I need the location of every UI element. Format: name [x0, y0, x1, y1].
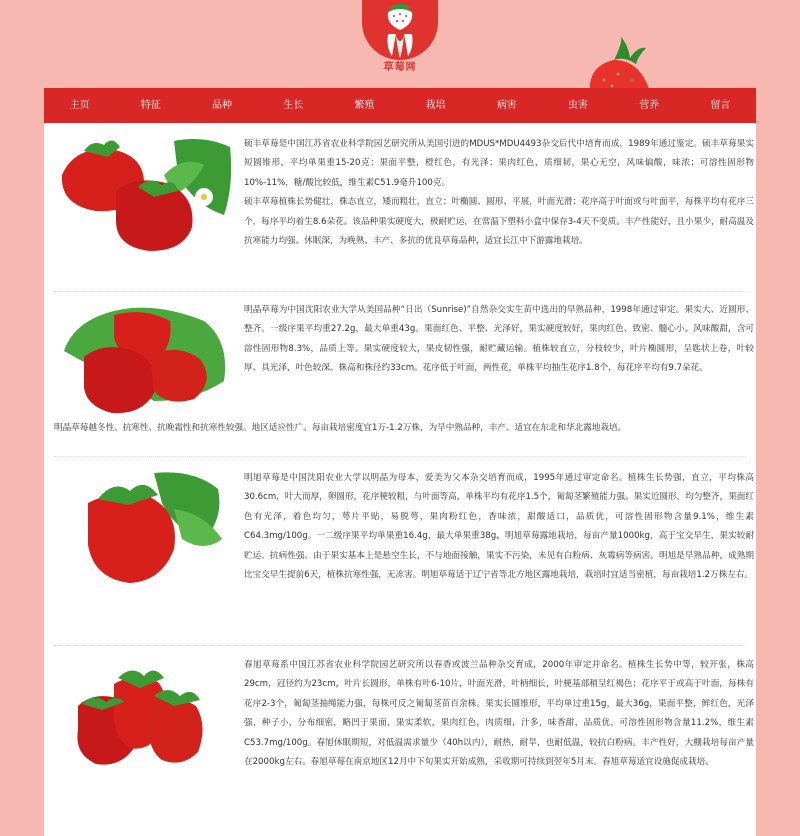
strawberry-logo-icon	[362, 0, 438, 60]
logo-text: 草莓网	[383, 62, 417, 73]
variety-description: 明旭草莓是中国沈阳农业大学以明晶为母本，爱美为父本杂交培育而成，1995年通过审定命名。植株生长势强，直立，平均株高30.6cm，叶大而厚，卵圆形，花序梗较粗，与叶面等高，单株平均有花序1.5个，匍匐茎繁殖能力强。果实近圆形，均匀整齐，果面红色有光泽，着色均匀，萼片平贴，易脱萼，果肉粉红色，香味浓，甜酸适口，品质优，可溶性固形物含量9.1%，维生素C64.3mg/100g。一二级序果平均单果重16.4g，最大单果重38g。明旭草莓露地栽培，每亩产量1000kg，高于宝交早生，果实较耐贮运、抗病性强。由于果实基本上是悬空生长，不与地面接触，果实不污染，未见有白粉病、灰霉病等病害。明旭是早熟品种，成熟期比宝交早生提前6天，植株抗寒性强，无冻害。明旭草莓适于辽宁省等北方地区露地栽培，栽培时宜适当密植，每亩栽培1.2万株左右。	[244, 473, 754, 581]
divider	[54, 291, 746, 292]
variety-entry	[54, 135, 754, 253]
strawberry-photo	[54, 469, 234, 587]
nav-item-growth[interactable]: 生长	[283, 100, 304, 111]
strawberry-photo-icon	[54, 301, 234, 419]
strawberry-photo-icon	[54, 135, 234, 253]
variety-description: 硕丰草莓植株长势健壮，株态直立，矮而粗壮，直立；叶椭圆、圆形、平展，叶面光滑；花序高于叶面或与叶面平，每株平均有花序三个，每序平均着生8.6朵花。该品种果实硬度大，极耐贮运，在常温下塑料小盒中保存3-4天不变质。丰产性能好，且小果少，耐高温及抗寒能力均强。休眠深，为晚熟、丰产、多抗的优良草莓品种，适宜长江中下游露地栽培。	[244, 197, 754, 247]
main-nav	[44, 88, 756, 123]
nav-item-propagation[interactable]: 繁殖	[354, 100, 375, 111]
variety-description: 明晶草莓为中国沈阳农业大学从美国品种“日出（Sunrise)”自然杂交实生苗中选出的早熟品种，1998年通过审定。果实大、近圆形、整齐。一级序果平均重27.2g，最大单重43g。果面红色、平整、光泽好，果实硬度较好，果肉红色、致密、髓心小。风味酸甜，含可溶性固形物8.3%，品质上等。果实硬度较大，果皮韧性强，耐贮藏运输。植株较直立，分枝较少，叶片椭圆形，呈匙状上卷，叶较厚、具光泽，叶色较深。株高和株径约33cm。花序低于叶面，两性花，单株平均抽生花序1.8个，每花序平均有9.7朵花。	[244, 305, 754, 374]
nav-item-varieties[interactable]: 品种	[212, 100, 232, 111]
variety-description: 春旭草莓系中国江苏省农业科学院园艺研究所以春香或波兰品种杂交育成，2000年审定并命名。植株生长势中等，较开张，株高29cm，冠径约为23cm，叶片长圆形，单株有叶6-10片，叶面光滑，叶柄细长，叶梗基部稍呈红褐色；花序平于或高于叶面，每株有花序2-3个，匍匐茎抽绳能力强，每株可反之匍匐茎苗百余株。果实长圆锥形，平均单过重15g，最大36g，果面平整，鲜红色，光泽强，种子小，分布细密，略凹于果面，果实柔软，果肉红色，肉质细，汁多，味香甜，品质优，可溶性固形物含量11.2%，维生素C53.7mg/100g。春旭休眠期短，对低温需求量少（40h以内），耐热，耐旱，也耐低温，较抗白粉病。丰产性好，大棚栽培每亩产量在2000kg左右。春旭草莓在南京地区12月中下旬果实开始成熟，采收期可持续到翌年5月末。春旭草莓适宜设施促成栽培。	[244, 660, 754, 768]
decorative-strawberry-icon	[584, 36, 654, 92]
strawberry-photo	[54, 301, 234, 419]
nav-item-guestbook[interactable]: 留言	[710, 100, 731, 111]
site-logo[interactable]	[361, 0, 439, 72]
nav-item-home[interactable]: 主页	[69, 100, 90, 111]
nav-item-diseases[interactable]: 病害	[496, 100, 517, 111]
nav-item-cultivation[interactable]: 栽培	[425, 100, 446, 111]
divider	[54, 456, 746, 457]
content-panel	[44, 123, 756, 836]
variety-description: 硕丰草莓是中国江苏省农业科学院园艺研究所从美国引进的MDUS*MDU4493杂交后代中培育而成，1989年通过鉴定。硕丰草莓果实短圆锥形，平均单果重15-20克；果面平整，橙红色，有光泽；果肉红色，质细韧，果心无空，风味偏酸，味浓；可溶性固形物10%-11%，糖/酸比较低，维生素C51.9毫升100克。	[244, 139, 754, 188]
divider	[54, 645, 746, 646]
nav-item-features[interactable]: 特征	[140, 100, 161, 111]
variety-entry	[54, 301, 754, 438]
variety-entry	[54, 656, 754, 774]
nav-item-pests[interactable]: 虫害	[568, 100, 589, 111]
strawberry-photo-icon	[54, 656, 234, 774]
strawberry-photo-icon	[54, 469, 234, 587]
nav-item-nutrition[interactable]: 营养	[639, 100, 660, 111]
strawberry-photo	[54, 656, 234, 774]
variety-description: 明晶草莓越冬性、抗寒性、抗晚霜性和抗寒性较强。地区适应性广。每亩栽培密度宜1万-1.2万株，为早中熟品种，丰产。适宜在东北和华北露地栽培。	[54, 423, 627, 433]
logo-badge	[362, 0, 438, 60]
strawberry-photo	[54, 135, 234, 253]
variety-entry	[54, 469, 754, 587]
